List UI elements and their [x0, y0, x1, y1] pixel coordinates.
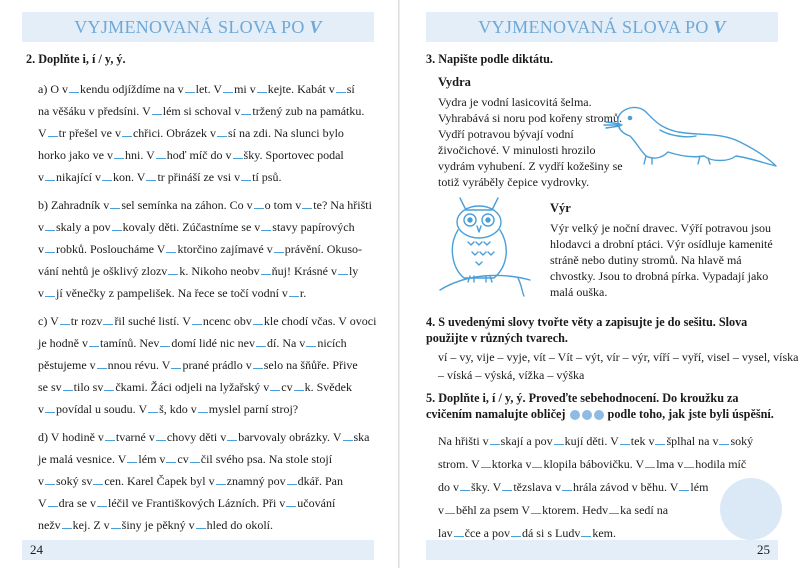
exercise-text: sí na zdi. Na slunci bylo — [227, 126, 344, 140]
exercise-text: selo na šňůře. Přive — [263, 358, 358, 372]
fill-in-blank[interactable] — [532, 456, 542, 468]
exercise-line — [38, 238, 374, 260]
exercise-text: dá si s Ludv — [521, 526, 581, 540]
fill-in-blank[interactable] — [253, 313, 263, 325]
exercise-text: b) Zahradník v — [38, 198, 110, 212]
fill-in-blank[interactable] — [302, 197, 312, 209]
fill-in-blank[interactable] — [171, 357, 181, 369]
fill-in-blank[interactable] — [294, 379, 304, 391]
exercise-text: a) O v — [38, 82, 68, 96]
task-4-words-line-1: ví – vy, vije – vyje, vít – Vít – výt, vír – výr, víří – vyří, visel – vysel, víska — [438, 350, 799, 364]
fill-in-blank[interactable] — [481, 456, 491, 468]
fill-in-blank[interactable] — [102, 169, 112, 181]
exercise-text: chovy děti v — [166, 430, 227, 444]
fill-in-blank[interactable] — [223, 81, 233, 93]
task-4-title-text: 4. S uvedenými slovy tvořte věty a zapisujte je do sešitu. Slova použijte v různých tvarech. — [426, 315, 748, 345]
exercise-text: v — [38, 220, 44, 234]
exercise-text: kle chodí včas. V ovoci — [263, 314, 377, 328]
left-page-footer — [22, 540, 374, 560]
exercise-text: cv — [281, 380, 293, 394]
exercise-text: jí věnečky z pampelišek. Na řece se točí vodní v — [56, 286, 288, 300]
left-page-header — [22, 12, 374, 42]
exercise-text: klopila bábovičku. V — [543, 457, 645, 471]
exercise-text: domí lidé nic nev — [171, 336, 255, 350]
fill-in-blank[interactable] — [62, 517, 72, 529]
exercise-line — [38, 448, 374, 470]
exercise-line — [38, 354, 374, 376]
task-title-text: Doplňte — [38, 52, 80, 66]
task-5-title-a: 5. Doplňte — [426, 391, 480, 405]
exercise-text: učování — [297, 496, 336, 510]
fill-in-blank[interactable] — [110, 197, 120, 209]
fill-in-blank[interactable] — [122, 125, 132, 137]
header-text: VYJMENOVANÁ SLOVA PO — [478, 17, 714, 37]
fill-in-blank[interactable] — [233, 147, 243, 159]
exercise-text: v — [38, 286, 44, 300]
exercise-line — [38, 492, 374, 514]
exercise-text: lav — [438, 526, 453, 540]
exercise-line — [38, 332, 374, 354]
fill-in-blank[interactable] — [45, 219, 55, 231]
fill-in-blank[interactable] — [274, 241, 284, 253]
exercise-text: pěstujeme v — [38, 358, 96, 372]
fill-in-blank[interactable] — [146, 169, 156, 181]
exercise-text: cv — [177, 452, 189, 466]
fill-in-blank[interactable] — [609, 502, 619, 514]
exercise-text: nicích — [317, 336, 347, 350]
exercise-text: kovaly děti. Zúčastníme se v — [122, 220, 261, 234]
exercise-text: šplhal na v — [666, 434, 719, 448]
task-3-title-text: 3. Napište podle diktátu. — [426, 52, 553, 66]
exercise-text: tek v — [630, 434, 655, 448]
exercise-line — [38, 100, 374, 122]
task-3-title — [426, 52, 553, 67]
exercise-text: sel semínka na záhon. Co v — [121, 198, 253, 212]
task-4-word-list — [438, 348, 799, 384]
task-5-title-letters: i, í / y, ý. — [482, 391, 526, 405]
page-number: 25 — [757, 542, 770, 557]
fill-in-blank[interactable] — [48, 495, 58, 507]
exercise-text: kon. V — [113, 170, 146, 184]
exercise-text: se sv — [38, 380, 62, 394]
exercise-line — [38, 78, 374, 100]
exercise-text: nikající v — [56, 170, 101, 184]
fill-in-blank[interactable] — [241, 169, 251, 181]
fill-in-blank[interactable] — [511, 525, 521, 537]
exercise-line — [438, 476, 718, 499]
exercise-text: š, kdo v — [159, 402, 197, 416]
fill-in-blank[interactable] — [196, 517, 206, 529]
fill-in-blank[interactable] — [257, 81, 267, 93]
exercise-text: v — [38, 170, 44, 184]
fill-in-blank[interactable] — [286, 495, 296, 507]
task-5-title-c: podle toho, jak jste byli úspěšní. — [607, 407, 774, 421]
exercise-text: v — [38, 474, 44, 488]
fill-in-blank[interactable] — [60, 313, 70, 325]
exercise-text: ka sedí na — [620, 503, 669, 517]
exercise-text: je hodně v — [38, 336, 88, 350]
fill-in-blank[interactable] — [336, 81, 346, 93]
exercise-text: d) V hodině v — [38, 430, 104, 444]
exercise-line — [38, 376, 374, 398]
exercise-text: v — [38, 242, 44, 256]
exercise-line — [438, 430, 754, 453]
exercise-text: ly — [348, 264, 359, 278]
exercise-line — [38, 514, 374, 536]
fill-in-blank[interactable] — [445, 502, 455, 514]
fill-in-blank[interactable] — [152, 103, 162, 115]
exercise-text: šky. V — [471, 480, 502, 494]
exercise-text: kují děti. V — [564, 434, 619, 448]
right-page-footer — [426, 540, 778, 560]
exercise-text: dkář. Pan — [297, 474, 343, 488]
exercise-line — [38, 166, 374, 188]
fill-in-blank[interactable] — [114, 147, 124, 159]
fill-in-blank[interactable] — [168, 263, 178, 275]
exercise-text: V — [38, 496, 47, 510]
exercise-text: skaly a pov — [56, 220, 111, 234]
exercise-text: čkami. Žáci odjeli na lyžařský v — [115, 380, 270, 394]
exercise-text: tr přináší ze vsi v — [157, 170, 241, 184]
exercise-text: nnou révu. V — [107, 358, 171, 372]
exercise-text: hrála závod v běhu. V — [573, 480, 679, 494]
exercise-text: kem. — [592, 526, 616, 540]
fill-in-blank[interactable] — [148, 401, 158, 413]
exercise-text: šky. Sportovec podal — [243, 148, 344, 162]
fill-in-blank[interactable] — [531, 502, 541, 514]
exercise-text: let. V — [195, 82, 223, 96]
fill-in-blank[interactable] — [190, 451, 200, 463]
exercise-line — [438, 453, 747, 476]
fill-in-blank[interactable] — [45, 285, 55, 297]
exercise-text: léčil ve Františkových Lázních. Při v — [108, 496, 286, 510]
exercise-text: dí. Na v — [266, 336, 306, 350]
fill-in-blank[interactable] — [89, 335, 99, 347]
vyr-text: Výr velký je noční dravec. Výří potravou jsou hlodavci a drobní ptáci. Výr osídluje kamenité stráně nebo dutiny stromů. Na hlavě má chvostky. Jsou to drobná pírka. Vypadají jako malá ouška. — [550, 221, 773, 299]
exercise-text: tr rozv — [70, 314, 103, 328]
fill-in-blank[interactable] — [45, 473, 55, 485]
fill-in-blank[interactable] — [156, 429, 166, 441]
exercise-text: tržený zub na památku. — [252, 104, 365, 118]
exercise-line — [38, 216, 374, 238]
exercise-text: tvarné v — [115, 430, 155, 444]
exercise-text: te? Na hřišti — [313, 198, 372, 212]
fill-in-blank[interactable] — [103, 313, 113, 325]
fill-in-blank[interactable] — [69, 81, 79, 93]
exercise-text: tí psů. — [252, 170, 282, 184]
fill-in-blank[interactable] — [185, 81, 195, 93]
task-5-title — [426, 390, 778, 422]
exercise-line — [38, 470, 374, 492]
exercise-text: chřici. Obrázek v — [132, 126, 216, 140]
exercise-text: hodila míč — [695, 457, 747, 471]
fill-in-blank[interactable] — [270, 379, 280, 391]
right-page — [400, 0, 800, 568]
fill-in-blank[interactable] — [287, 473, 297, 485]
exercise-text: V — [38, 126, 47, 140]
task-5-exercise — [438, 430, 754, 545]
fill-in-blank[interactable] — [217, 125, 227, 137]
exercise-text: šiny je pěkný v — [121, 518, 195, 532]
exercise-text: vání nehtů je ošklivý zlozv — [38, 264, 168, 278]
fill-in-blank[interactable] — [166, 241, 176, 253]
right-page-header — [426, 12, 778, 42]
fill-in-blank[interactable] — [620, 433, 630, 445]
task-5-title-b: Proveďte sebehodnocení. Do kroužku za cvičením namalujte obličej — [426, 391, 739, 421]
vydra-title: Vydra — [438, 75, 471, 89]
exercise-text: strom. V — [438, 457, 480, 471]
exercise-text: skají a pov — [500, 434, 553, 448]
exercise-text: kej. Z v — [72, 518, 110, 532]
exercise-text: horko jako ve v — [38, 148, 113, 162]
fill-in-blank[interactable] — [111, 517, 121, 529]
exercise-text: v — [38, 402, 44, 416]
fill-in-blank[interactable] — [45, 401, 55, 413]
exercise-text: hni. V — [124, 148, 155, 162]
fill-in-blank[interactable] — [48, 125, 58, 137]
exercise-text: znamný pov — [226, 474, 286, 488]
fill-in-blank[interactable] — [97, 357, 107, 369]
fill-in-blank[interactable] — [338, 263, 348, 275]
fill-in-blank[interactable] — [105, 429, 115, 441]
fill-in-blank[interactable] — [261, 219, 271, 231]
exercise-text: myslel parní stroj? — [208, 402, 299, 416]
exercise-text: nežv — [38, 518, 61, 532]
exercise-text: Na hřišti v — [438, 434, 489, 448]
task-title-letters: i, í / y, ý. — [82, 52, 126, 66]
fill-in-blank[interactable] — [156, 147, 166, 159]
fill-in-blank[interactable] — [198, 401, 208, 413]
exercise-text: k. Svědek — [304, 380, 352, 394]
exercise-text: soký — [730, 434, 754, 448]
exercise-text: tr přešel ve v — [58, 126, 121, 140]
exercise-text: řil suché listí. V — [114, 314, 191, 328]
exercise-text: ncenc obv — [202, 314, 252, 328]
exercise-text: stavy papírových — [272, 220, 355, 234]
fill-in-blank[interactable] — [112, 219, 122, 231]
exercise-text: v — [438, 503, 444, 517]
exercise-text: dra se v — [58, 496, 96, 510]
exercise-line — [38, 426, 374, 448]
exercise-text: čil svého psa. Na stole stojí — [200, 452, 333, 466]
exercise-text: tilo sv — [73, 380, 104, 394]
fill-in-blank[interactable] — [256, 335, 266, 347]
exercise-text: povídal u soudu. V — [56, 402, 148, 416]
exercise-text: hled do okolí. — [206, 518, 273, 532]
exercise-text: o tom v — [264, 198, 302, 212]
fill-in-blank[interactable] — [45, 169, 55, 181]
fill-in-blank[interactable] — [93, 473, 103, 485]
exercise-text: je malá vesnice. V — [38, 452, 127, 466]
task-4-words-line-2: – víská – výská, vížka – výška — [438, 368, 585, 382]
exercise-text: tězslava v — [513, 480, 561, 494]
vydra-text: Vydra je vodní lasicovitá šelma. Vyhrabává si noru pod kořeny stromů. Vydří potravou bývají vodní živočichové. V minulosti hrozilo vydrám vyhubení. Z vydří kožešiny se totiž vyráběly čepice vydrovky. — [438, 95, 623, 189]
exercise-text: na věšáku v předsíni. V — [38, 104, 151, 118]
exercise-text: sí — [346, 82, 355, 96]
fill-in-blank[interactable] — [343, 429, 353, 441]
exercise-line — [38, 398, 374, 420]
page-number: 24 — [30, 542, 43, 557]
exercise-line — [38, 194, 374, 216]
fill-in-blank[interactable] — [645, 456, 655, 468]
exercise-line — [438, 499, 718, 522]
fill-in-blank[interactable] — [655, 433, 665, 445]
exercise-line — [38, 282, 374, 304]
self-evaluation-circle[interactable] — [720, 478, 782, 540]
fill-in-blank[interactable] — [97, 495, 107, 507]
fill-in-blank[interactable] — [192, 313, 202, 325]
exercise-text: lma v — [656, 457, 684, 471]
exercise-text: soký sv — [56, 474, 93, 488]
vyr-title: Výr — [550, 201, 571, 215]
fill-in-blank[interactable] — [679, 479, 689, 491]
exercise-text: r. — [299, 286, 307, 300]
exercise-text: čce a pov — [464, 526, 510, 540]
exercise-line — [38, 260, 374, 282]
header-letter: V — [309, 17, 322, 37]
exercise-text: lém v — [138, 452, 166, 466]
exercise-text: ňuj! Krásné v — [271, 264, 337, 278]
smiley-faces-icon — [569, 406, 605, 422]
fill-in-blank[interactable] — [160, 335, 170, 347]
exercise-line — [38, 310, 377, 332]
fill-in-blank[interactable] — [227, 429, 237, 441]
fill-in-blank[interactable] — [253, 357, 263, 369]
fill-in-blank[interactable] — [502, 479, 512, 491]
exercise-text: prané prádlo v — [182, 358, 252, 372]
fill-in-blank[interactable] — [490, 433, 500, 445]
fill-in-blank[interactable] — [460, 479, 470, 491]
exercise-text: do v — [438, 480, 459, 494]
exercise-text: ktorem. Hedv — [542, 503, 609, 517]
exercise-line — [38, 122, 374, 144]
exercise-text: c) V — [38, 314, 59, 328]
fill-in-blank[interactable] — [166, 451, 176, 463]
exercise-text: hoď míč do v — [166, 148, 232, 162]
fill-in-blank[interactable] — [45, 241, 55, 253]
fill-in-blank[interactable] — [684, 456, 694, 468]
exercise-text: lém — [690, 480, 709, 494]
fill-in-blank[interactable] — [719, 433, 729, 445]
fill-in-blank[interactable] — [554, 433, 564, 445]
task-4-title — [426, 314, 778, 346]
exercise-text: ktorka v — [491, 457, 532, 471]
otter-illustration — [600, 92, 780, 172]
exercise-container — [38, 78, 377, 536]
task-number: 2. — [26, 52, 36, 66]
fill-in-blank[interactable] — [261, 263, 271, 275]
exercise-text: tamínů. Nev — [100, 336, 160, 350]
exercise-line — [38, 144, 374, 166]
header-letter: V — [713, 17, 726, 37]
exercise-text: kendu odjíždíme na v — [80, 82, 184, 96]
fill-in-blank[interactable] — [216, 473, 226, 485]
fill-in-blank[interactable] — [562, 479, 572, 491]
exercise-text: k. Nikoho neobv — [179, 264, 260, 278]
fill-in-blank[interactable] — [104, 379, 114, 391]
fill-in-blank[interactable] — [454, 525, 464, 537]
exercise-text: barvovaly obrázky. V — [238, 430, 342, 444]
fill-in-blank[interactable] — [63, 379, 73, 391]
exercise-text: robků. Posloucháme V — [56, 242, 166, 256]
exercise-text: ktorčino zajímavé v — [177, 242, 273, 256]
fill-in-blank[interactable] — [581, 525, 591, 537]
fill-in-blank[interactable] — [254, 197, 264, 209]
exercise-text: právění. Okuso- — [284, 242, 363, 256]
vyr-story — [550, 200, 778, 300]
fill-in-blank[interactable] — [127, 451, 137, 463]
exercise-text: kejte. Kabát v — [267, 82, 335, 96]
fill-in-blank[interactable] — [289, 285, 299, 297]
fill-in-blank[interactable] — [241, 103, 251, 115]
task-2-title — [26, 52, 126, 67]
owl-illustration — [430, 190, 534, 300]
exercise-text: mi v — [234, 82, 256, 96]
header-text: VYJMENOVANÁ SLOVA PO — [74, 17, 310, 37]
exercise-text: cen. Karel Čapek byl v — [104, 474, 215, 488]
exercise-text: ska — [353, 430, 370, 444]
fill-in-blank[interactable] — [306, 335, 316, 347]
exercise-text: lém si schoval v — [162, 104, 241, 118]
exercise-text: běhl za psem V — [456, 503, 531, 517]
